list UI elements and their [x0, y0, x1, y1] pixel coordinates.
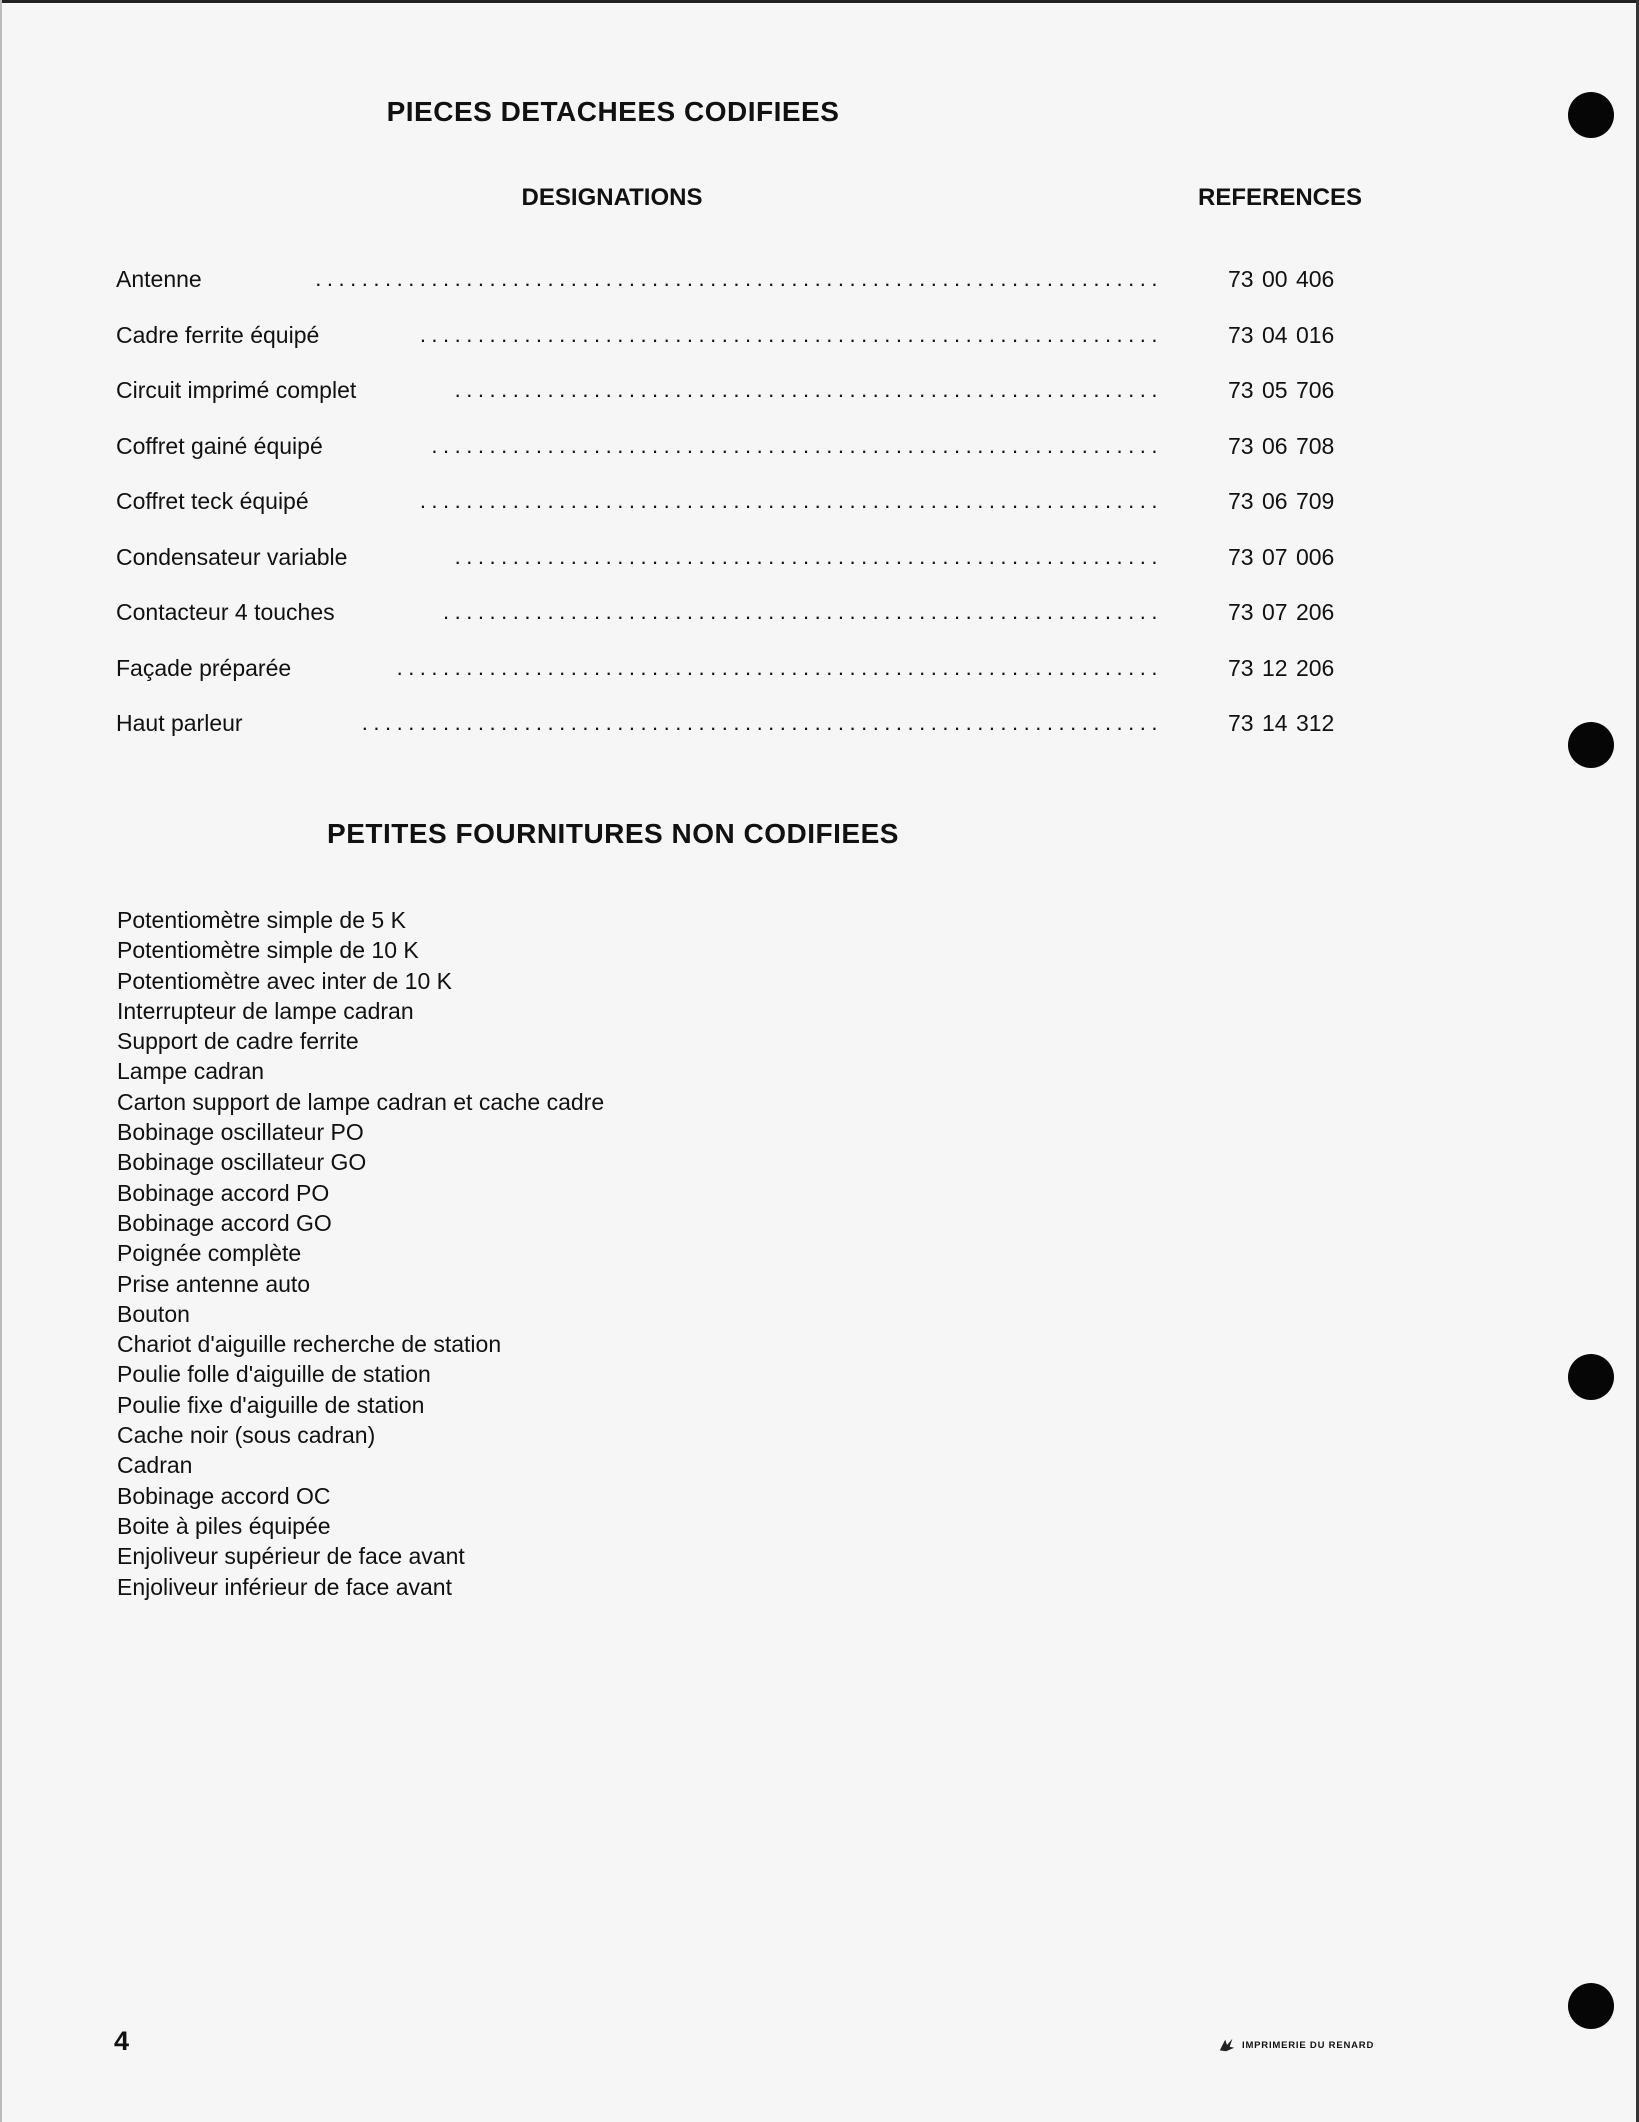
part-row: [116, 710, 1356, 766]
supply-item: Prise antenne auto: [117, 1270, 311, 1297]
supply-item: Bobinage oscillateur PO: [117, 1119, 364, 1146]
supply-item: Poignée complète: [117, 1240, 302, 1267]
part-designation: Cadre ferrite équipé: [116, 321, 320, 348]
supply-item: Lampe cadran: [117, 1058, 265, 1085]
supply-item: Enjoliveur supérieur de face avant: [117, 1543, 465, 1570]
coded-parts-title: PIECES DETACHEES CODIFIEES: [386, 96, 840, 127]
part-designation: Contacteur 4 touches: [116, 599, 335, 625]
dot-leader: .........................................................................: [315, 266, 1163, 291]
part-reference: 73 14 312: [1228, 710, 1335, 736]
supply-item: Potentiomètre avec inter de 10 K: [117, 967, 452, 994]
part-row: [116, 599, 1356, 655]
dot-leader: ...............................................................: [431, 432, 1163, 458]
supply-item: Potentiomètre simple de 10 K: [117, 937, 419, 964]
supply-item: Support de cadre ferrite: [117, 1028, 359, 1055]
part-row: [116, 488, 1356, 544]
part-designation: Façade préparée: [116, 654, 292, 681]
part-reference: 73 07 006: [1228, 543, 1335, 570]
part-row: [116, 322, 1356, 378]
supply-item: Bobinage oscillateur GO: [117, 1149, 367, 1176]
part-reference: 73 00 406: [1228, 266, 1335, 292]
supply-item: Enjoliveur inférieur de face avant: [117, 1573, 452, 1600]
part-reference: 73 06 709: [1228, 488, 1335, 514]
part-designation: Coffret teck équipé: [116, 488, 309, 514]
supply-item: Bobinage accord OC: [117, 1482, 331, 1509]
part-reference: 73 06 708: [1228, 432, 1335, 459]
coded-parts-list: [116, 266, 1356, 766]
dot-leader: .....................................................................: [361, 710, 1163, 735]
page-border-left: [0, 0, 2, 2122]
part-reference: 73 04 016: [1228, 321, 1335, 348]
part-designation: Circuit imprimé complet: [116, 377, 357, 403]
supply-item: Potentiomètre simple de 5 K: [117, 907, 406, 933]
printer-name: IMPRIMERIE DU RENARD: [1242, 2039, 1375, 2051]
part-row: [116, 433, 1356, 489]
supply-item: Bouton: [117, 1300, 190, 1327]
designations-header: DESIGNATIONS: [521, 184, 703, 211]
supply-item: Poulie fixe d'aiguille de station: [117, 1391, 425, 1418]
binder-hole-icon: [1568, 722, 1614, 768]
fox-logo-icon: [1218, 2036, 1236, 2054]
part-designation: Condensateur variable: [116, 543, 348, 570]
part-designation: Haut parleur: [116, 710, 243, 736]
part-row: [116, 266, 1356, 322]
printer-credit: [1218, 2036, 1374, 2054]
supply-item: Carton support de lampe cadran et cache cadre: [117, 1088, 605, 1115]
dot-leader: .............................................................: [454, 377, 1163, 402]
supply-item: Cache noir (sous cadran): [117, 1422, 376, 1449]
dot-leader: ................................................................: [419, 488, 1163, 513]
dot-leader: .............................................................: [454, 543, 1163, 569]
part-reference: 73 07 206: [1228, 599, 1335, 625]
supply-item: Boite à piles équipée: [117, 1512, 331, 1539]
binder-hole-icon: [1568, 1354, 1614, 1400]
uncoded-supplies-title: PETITES FOURNITURES NON CODIFIEES: [327, 818, 899, 849]
part-reference: 73 12 206: [1228, 654, 1335, 681]
dot-leader: ................................................................: [419, 321, 1163, 347]
part-designation: Coffret gainé équipé: [116, 432, 323, 459]
dot-leader: ..................................................................: [396, 654, 1163, 680]
part-reference: 73 05 706: [1228, 377, 1335, 403]
supply-item: Bobinage accord PO: [117, 1179, 330, 1206]
supply-item: Bobinage accord GO: [117, 1209, 332, 1236]
supply-item: Chariot d'aiguille recherche de station: [117, 1331, 502, 1358]
supply-item: Poulie folle d'aiguille de station: [117, 1361, 431, 1388]
dot-leader: ..............................................................: [443, 599, 1163, 624]
part-row: [116, 377, 1356, 433]
supply-item: Cadran: [117, 1452, 193, 1479]
page-border-top: [0, 0, 1639, 3]
part-designation: Antenne: [116, 266, 202, 292]
part-row: [116, 655, 1356, 711]
binder-hole-icon: [1568, 92, 1614, 138]
uncoded-supplies-list: [117, 905, 604, 1602]
references-header: REFERENCES: [1197, 184, 1363, 211]
supply-item: Interrupteur de lampe cadran: [117, 997, 414, 1024]
part-row: [116, 544, 1356, 600]
page-number: 4: [114, 2026, 130, 2056]
binder-hole-icon: [1568, 1983, 1614, 2029]
